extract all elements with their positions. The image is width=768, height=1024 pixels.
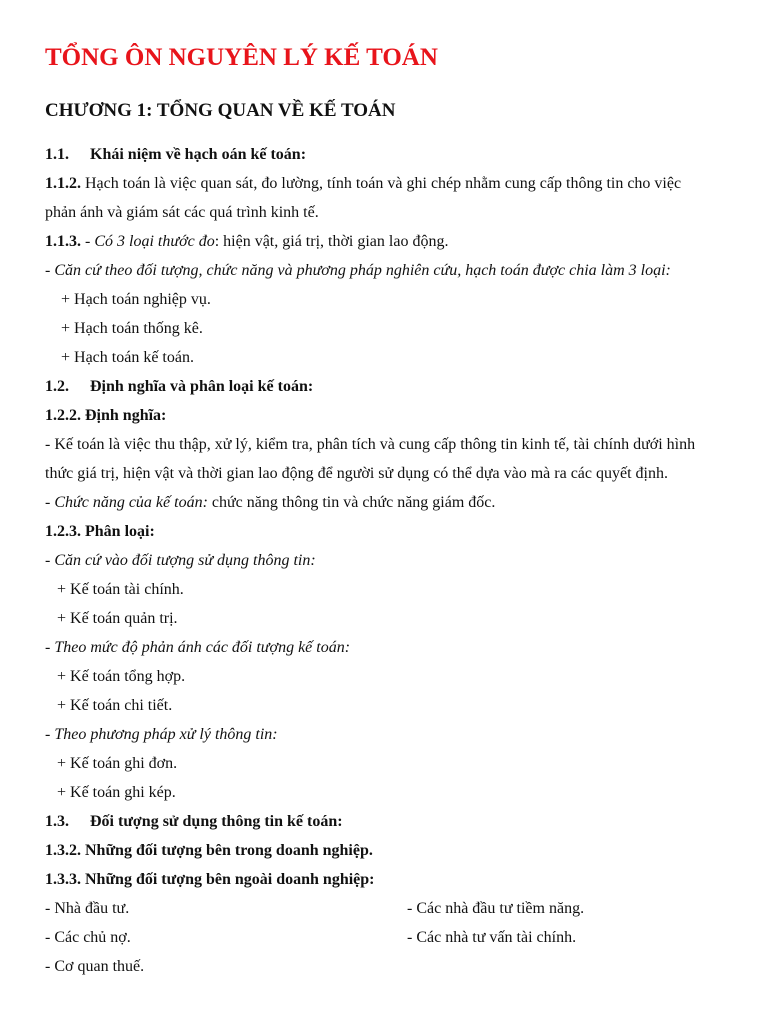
section-1-1 [45, 145, 306, 165]
definition-line-1: - Kế toán là việc thu thập, xử lý, kiểm tra, phân tích và cung cấp thông tin kinh tế, tài chính dưới hình [45, 436, 696, 453]
class-heading: - Theo phương pháp xử lý thông tin: [45, 726, 278, 743]
list-item: + Kế toán tài chính. [57, 581, 184, 598]
section-title: Những đối tượng bên ngoài doanh nghiệp: [85, 871, 375, 888]
class-heading: - Theo mức độ phản ánh các đối tượng kế toán: [45, 639, 351, 656]
section-1-1-2 [45, 174, 681, 194]
section-number: 1.2.2. [45, 407, 81, 424]
list-item: + Hạch toán nghiệp vụ. [61, 291, 211, 308]
class-heading: - Căn cứ vào đối tượng sử dụng thông tin: [45, 552, 316, 569]
section-1-2 [45, 377, 313, 397]
list-item: - Các nhà đầu tư tiềm năng. [407, 900, 585, 917]
list-item: + Kế toán ghi đơn. [57, 755, 178, 772]
list-item: + Kế toán ghi kép. [57, 784, 176, 801]
italic-lead: - Chức năng của kế toán: [45, 494, 208, 511]
paragraph-text: chức năng thông tin và chức năng giám đốc. [207, 494, 496, 511]
italic-lead: - Có 3 loại thước đo [85, 233, 215, 250]
section-title: Đối tượng sử dụng thông tin kế toán: [90, 813, 343, 830]
section-title: Khái niệm về hạch oán kế toán: [90, 146, 307, 163]
list-item: - Cơ quan thuế. [45, 958, 145, 975]
list-item: - Nhà đầu tư. [45, 900, 130, 917]
definition-line-2: thức giá trị, hiện vật và thời gian lao động để người sử dụng có thể dựa vào mà ra các quyết định. [45, 465, 668, 482]
section-number: 1.1.2. [45, 175, 81, 192]
section-1-1-3 [45, 232, 448, 252]
section-number: 1.2.3. [45, 523, 81, 540]
section-title: Định nghĩa và phân loại kế toán: [90, 378, 314, 395]
paragraph-continuation: phản ánh và giám sát các quá trình kinh tế. [45, 204, 319, 221]
section-1-3-2 [45, 841, 373, 861]
list-item: - Các chủ nợ. [45, 929, 131, 946]
section-title: Những đối tượng bên trong doanh nghiệp. [85, 842, 373, 859]
document-title: TỔNG ÔN NGUYÊN LÝ KẾ TOÁN [45, 44, 438, 71]
chapter-heading: CHƯƠNG 1: TỔNG QUAN VỀ KẾ TOÁN [45, 100, 396, 121]
section-1-2-2 [45, 406, 166, 426]
section-number: 1.1.3. [45, 233, 81, 250]
list-item: + Kế toán quản trị. [57, 610, 178, 627]
list-item: + Hạch toán thống kê. [61, 320, 203, 337]
section-number: 1.3.3. [45, 871, 81, 888]
function-line [45, 493, 495, 513]
section-title: Định nghĩa: [85, 407, 167, 424]
section-1-3 [45, 812, 343, 832]
list-item: + Kế toán tổng hợp. [57, 668, 186, 685]
section-title: Phân loại: [85, 523, 155, 540]
paragraph-text: Hạch toán là việc quan sát, đo lường, tính toán và ghi chép nhằm cung cấp thông tin cho việc [85, 175, 682, 192]
section-1-3-3 [45, 870, 375, 890]
list-item: + Hạch toán kế toán. [61, 349, 194, 366]
section-number: 1.1. [45, 146, 69, 163]
paragraph-text: : hiện vật, giá trị, thời gian lao động. [214, 233, 449, 250]
section-number: 1.3. [45, 813, 69, 830]
list-item: + Kế toán chi tiết. [57, 697, 173, 714]
section-number: 1.2. [45, 378, 69, 395]
basis-line: - Căn cứ theo đối tượng, chức năng và phương pháp nghiên cứu, hạch toán được chia làm 3 loại: [45, 262, 671, 279]
section-number: 1.3.2. [45, 842, 81, 859]
section-1-2-3 [45, 522, 155, 542]
list-item: - Các nhà tư vấn tài chính. [407, 929, 577, 946]
